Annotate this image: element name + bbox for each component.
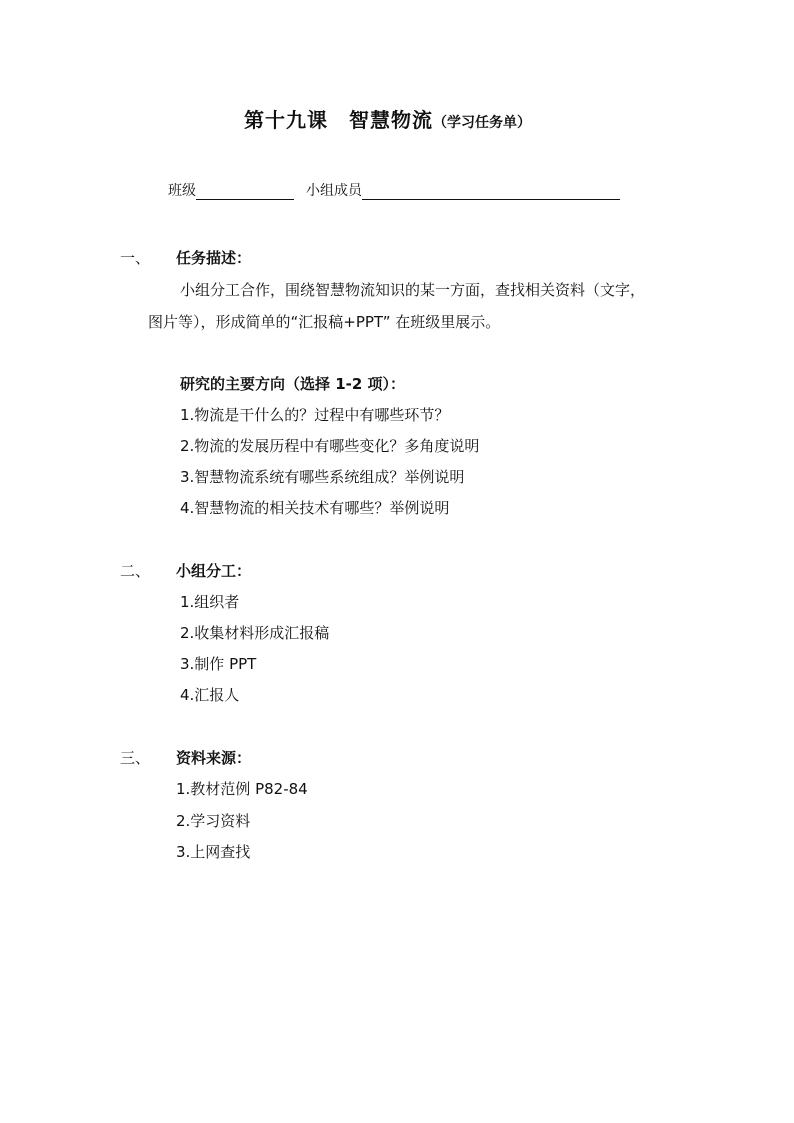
source-item-3: 3.上网查找 (176, 843, 251, 861)
class-label: 班级 (168, 183, 196, 199)
task-description-line1: 小组分工合作，围绕智慧物流知识的某一方面，查找相关资料（文字， (180, 281, 646, 299)
page-title (244, 104, 531, 133)
research-item-3: 3.智慧物流系统有哪些系统组成？举例说明 (180, 468, 465, 486)
section2-title: 小组分工： (176, 562, 252, 580)
section1-title: 任务描述： (176, 249, 252, 267)
title-main: 第十九课 智慧物流 (244, 108, 433, 132)
section1-number: 一、 (120, 249, 151, 267)
task-description-line2: 图片等），形成简单的“汇报稿+PPT” 在班级里展示。 (148, 313, 501, 331)
role-item-2: 2.收集材料形成汇报稿 (180, 624, 330, 642)
source-item-1: 1.教材范例 P82-84 (176, 780, 308, 798)
research-item-4: 4.智慧物流的相关技术有哪些？举例说明 (180, 499, 450, 517)
role-item-1: 1.组织者 (180, 593, 240, 611)
research-item-1: 1.物流是干什么的？过程中有哪些环节？ (180, 406, 450, 424)
role-item-4: 4.汇报人 (180, 686, 240, 704)
section3-number: 三、 (120, 749, 151, 767)
source-item-2: 2.学习资料 (176, 812, 251, 830)
section2-number: 二、 (120, 562, 151, 580)
members-label: 小组成员 (306, 183, 362, 199)
info-row (168, 180, 620, 200)
research-item-2: 2.物流的发展历程中有哪些变化？多角度说明 (180, 437, 480, 455)
class-blank-line[interactable] (196, 183, 294, 200)
members-blank-line[interactable] (362, 183, 620, 200)
role-item-3: 3.制作 PPT (180, 655, 257, 673)
research-heading: 研究的主要方向（选择 1-2 项）： (180, 375, 406, 393)
title-subtitle: （学习任务单） (433, 115, 531, 131)
section3-title: 资料来源： (176, 749, 252, 767)
